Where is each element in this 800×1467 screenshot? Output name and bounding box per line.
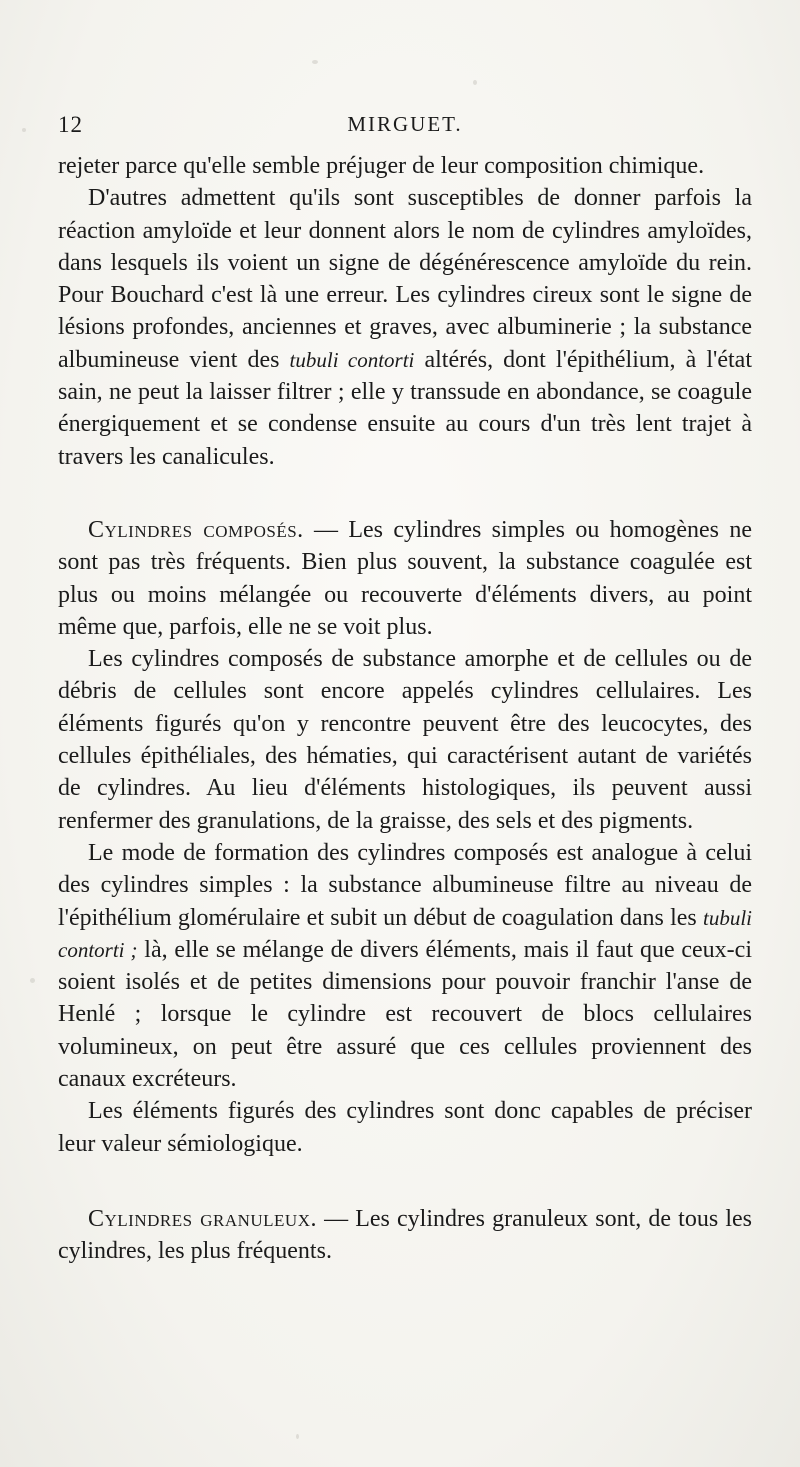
section-heading-cylindres-composes: Cylindres composés. xyxy=(88,516,304,543)
running-head: MIRGUET. xyxy=(347,112,463,136)
paragraph-text: — Les cylindres granuleux sont, de tous les cylindres, les plus fréquents. xyxy=(58,1205,752,1265)
section-heading-cylindres-granuleux: Cylindres granuleux. xyxy=(88,1205,317,1232)
paper-speck xyxy=(30,978,35,983)
paragraph: rejeter parce qu'elle semble préjuger de leur composition chimique. xyxy=(58,153,705,179)
italic-term: tubuli contorti ; xyxy=(58,905,752,962)
paragraph xyxy=(58,182,752,473)
italic-term: tubuli contorti xyxy=(289,347,415,372)
paragraph-text: là, elle se mélange de divers éléments, mais il faut que ceux-ci soient isolés et de petites dimensions pour pouvoir franchir l'anse de Henlé ; lorsque le cylindre est recouvert de blocs cellulaires volumineux, on peut être assuré que ces cellules proviennent des canaux excréteurs. xyxy=(58,936,752,1093)
paper-speck xyxy=(312,60,318,64)
section-paragraph xyxy=(58,514,752,643)
paragraph: Les éléments figurés des cylindres sont donc capables de préciser leur valeur sémiologique. xyxy=(58,1098,752,1157)
paragraph-text: altérés, dont l'épithélium, à l'état sain, ne peut la laisser filtrer ; elle y transsude en abondance, se coagule énergiquement et se condense ensuite au cours d'un très lent trajet à travers les canalicules. xyxy=(58,346,753,470)
paper-speck xyxy=(22,128,26,132)
body-text xyxy=(58,150,752,1268)
paragraph xyxy=(58,837,752,1095)
page-number: 12 xyxy=(58,112,83,137)
paragraph-text: — Les cylindres simples ou homogènes ne sont pas très fréquents. Bien plus souvent, la substance coagulée est plus ou moins mélangée ou recouverte d'éléments divers, au point même que, parfois, elle ne se voit plus. xyxy=(58,516,752,640)
paper-speck xyxy=(296,1434,299,1439)
paragraph-text: D'autres admettent qu'ils sont susceptibles de donner parfois la réaction amyloïde et leur donnent alors le nom de cylindres amyloïdes, dans lesquels ils voient un signe de dégénérescence amyloïde du rein. Pour Bouchard c'est là une erreur. Les cylindres cireux sont le signe de lésions profondes, anciennes et graves, avec albuminerie ; la substance albumineuse vient des xyxy=(58,185,752,373)
section-paragraph xyxy=(58,1203,752,1268)
paragraph-text: Le mode de formation des cylindres composés est analogue à celui des cylindres simples : la substance albumineuse filtre au niveau de l'épithélium glomérulaire et subit un début de coagulation dans les xyxy=(58,839,752,931)
paragraph: Les cylindres composés de substance amorphe et de cellules ou de débris de cellules sont encore appelés cylindres cellulaires. Les éléments figurés qu'on y rencontre peuvent être des leucocytes, des cellules épithéliales, des hématies, qui caractérisent autant de variétés de cylindres. Au lieu d'éléments histologiques, ils peuvent aussi renfermer des granulations, de la graisse, des sels et des pigments. xyxy=(58,646,752,834)
page-header xyxy=(58,112,752,142)
paper-speck xyxy=(473,80,477,85)
